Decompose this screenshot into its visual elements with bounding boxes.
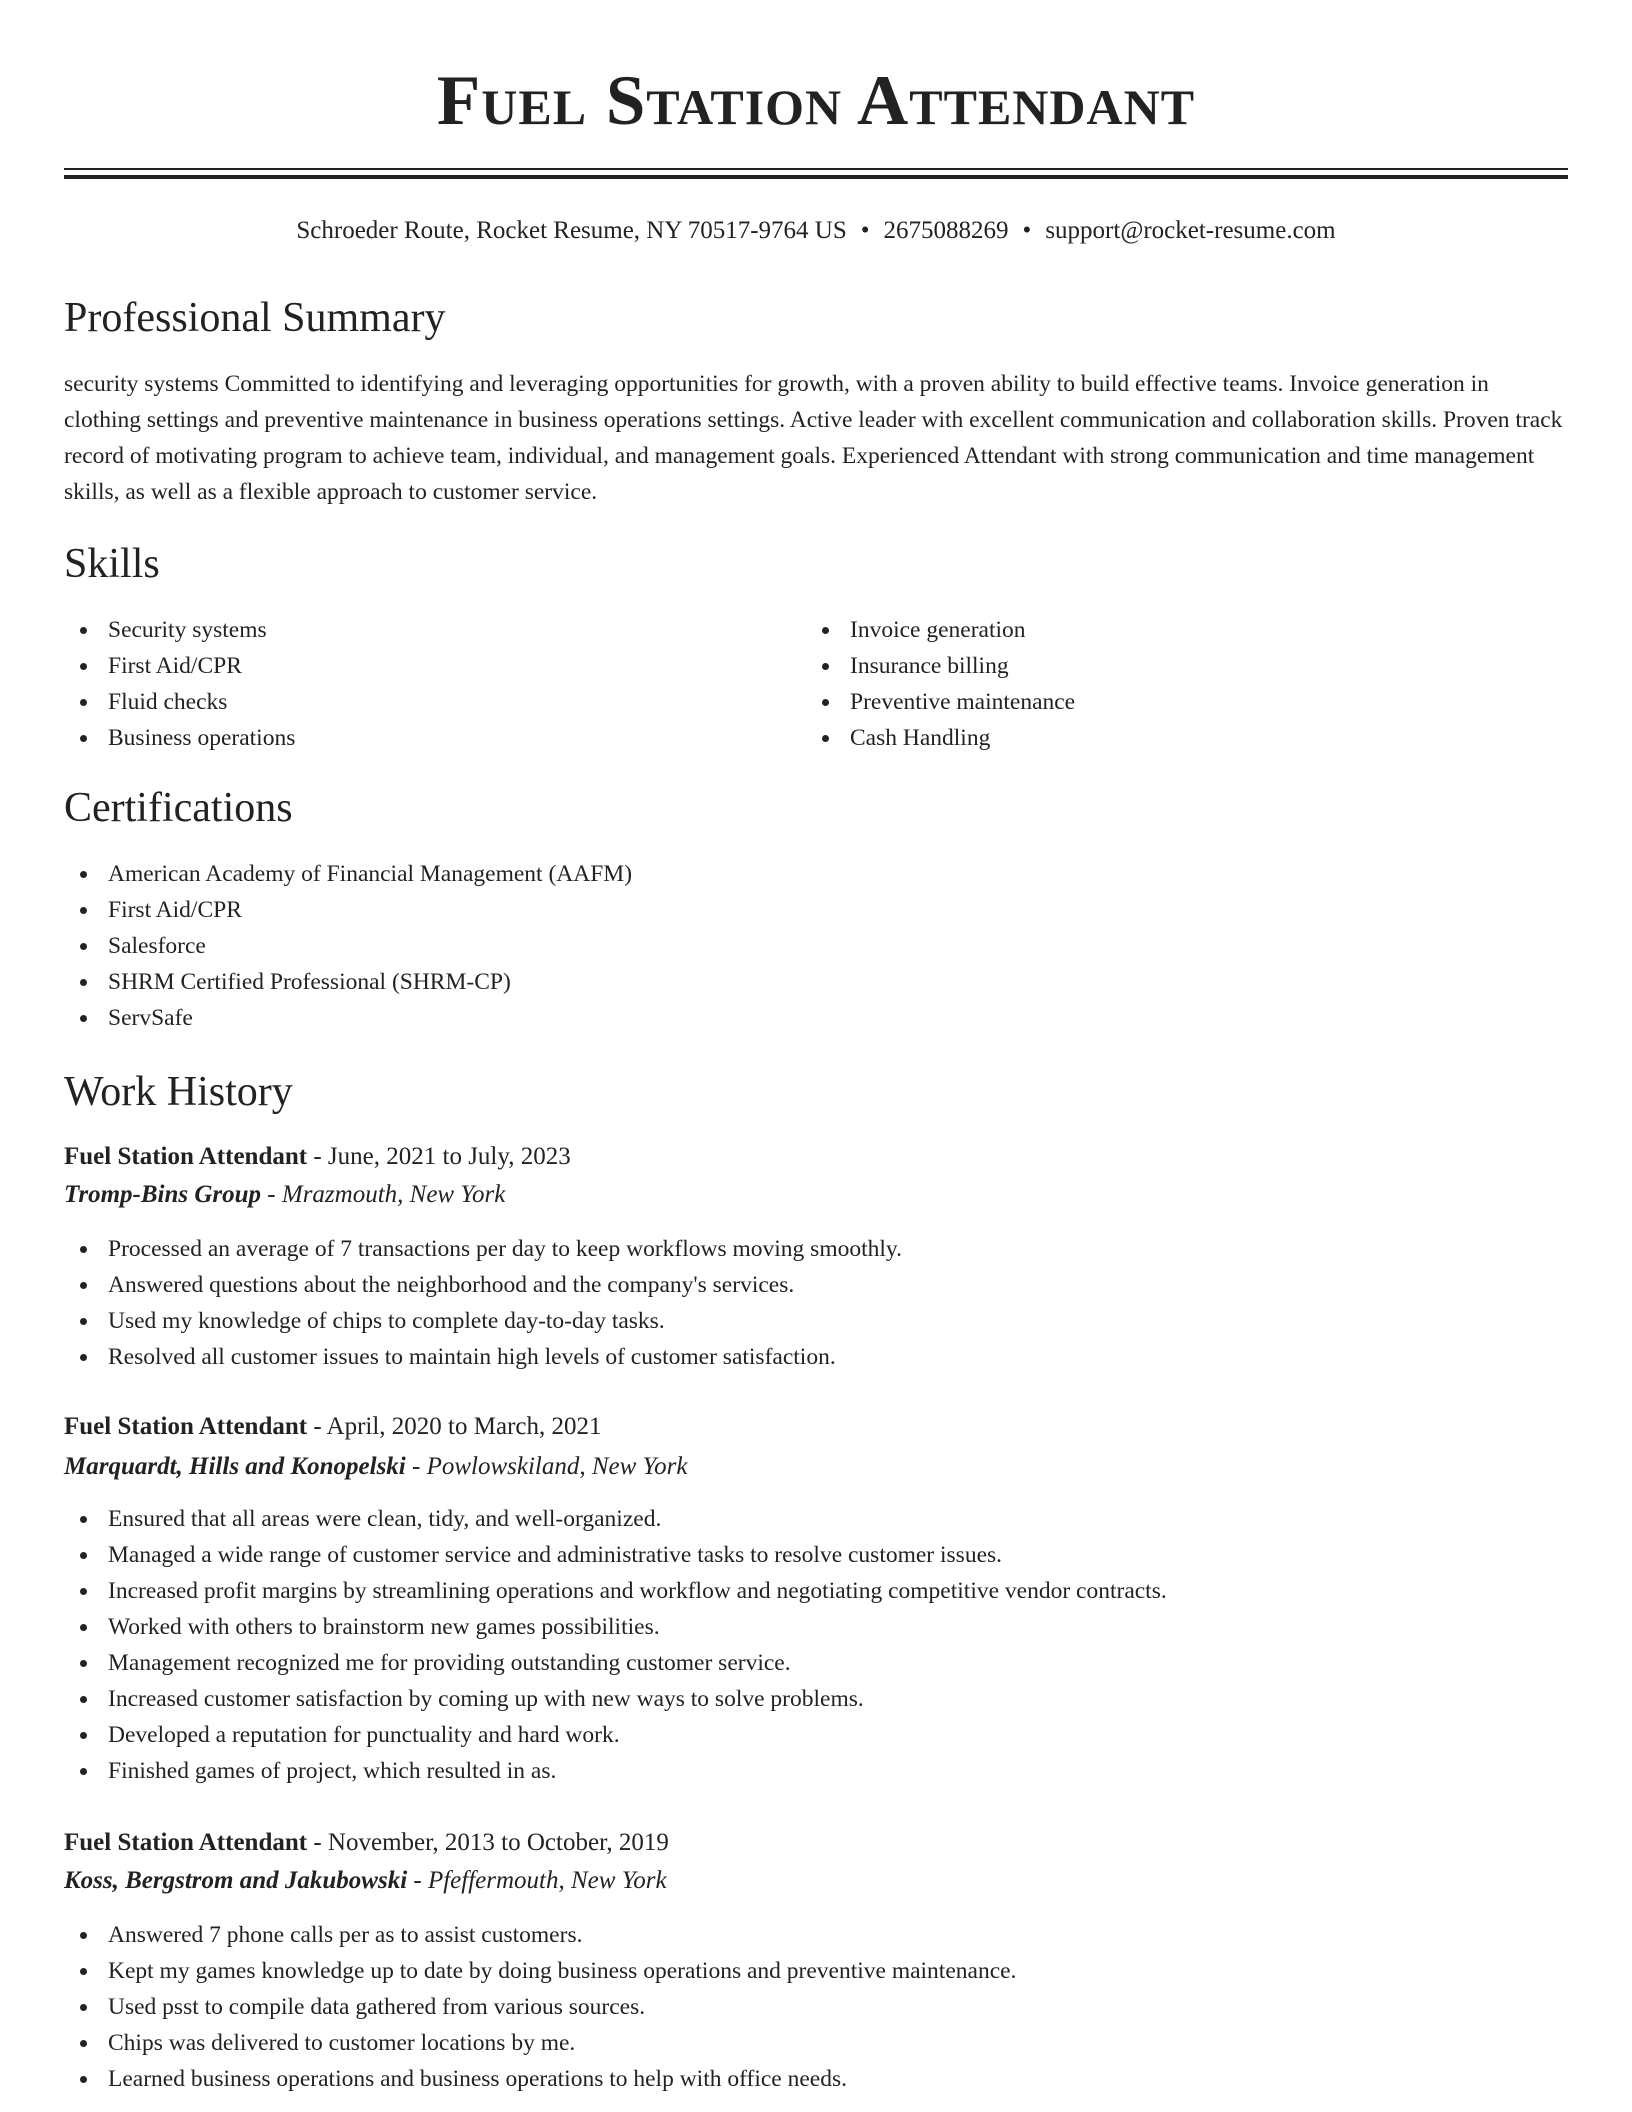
contact-phone: 2675088269 (883, 217, 1009, 244)
skills-list-left (64, 612, 764, 756)
job-duties-list (64, 1231, 1568, 1375)
job-duty-item: Management recognized me for providing outstanding customer service. (64, 1645, 1568, 1681)
job-header (64, 1409, 602, 1445)
job-location: - Mrazmouth, New York (267, 1181, 506, 1208)
job-duty-item: Learned business operations and business operations to help with office needs. (64, 2061, 1568, 2097)
skill-item: Invoice generation (806, 612, 1506, 648)
job-duty-item: Increased customer satisfaction by coming up with new ways to solve problems. (64, 1681, 1568, 1717)
job-duty-item: Processed an average of 7 transactions per day to keep workflows moving smoothly. (64, 1231, 1568, 1267)
contact-separator: • (860, 217, 870, 244)
certification-item: ServSafe (64, 1000, 1568, 1036)
certifications-heading: Certifications (64, 785, 293, 831)
job-header (64, 1139, 571, 1175)
job-title: Fuel Station Attendant (64, 1413, 308, 1440)
contact-separator: • (1022, 217, 1032, 244)
job-duty-item: Answered questions about the neighborhood and the company's services. (64, 1267, 1568, 1303)
job-title: Fuel Station Attendant (64, 1829, 308, 1856)
header-divider-thin (64, 168, 1568, 170)
job-duty-item: Kept my games knowledge up to date by doing business operations and preventive maintenance. (64, 1953, 1568, 1989)
job-dates: - November, 2013 to October, 2019 (313, 1829, 669, 1856)
job-company: Koss, Bergstrom and Jakubowski (64, 1867, 408, 1894)
contact-line (64, 214, 1568, 248)
skills-heading: Skills (64, 541, 160, 587)
job-header (64, 1825, 669, 1861)
skill-item: First Aid/CPR (64, 648, 764, 684)
job-duty-item: Used my knowledge of chips to complete day-to-day tasks. (64, 1303, 1568, 1339)
job-dates: - June, 2021 to July, 2023 (313, 1143, 571, 1170)
job-duty-item: Answered 7 phone calls per as to assist customers. (64, 1917, 1568, 1953)
job-company: Tromp-Bins Group (64, 1181, 262, 1208)
contact-email: support@rocket-resume.com (1045, 217, 1336, 244)
resume-title: Fuel Station Attendant (436, 62, 1196, 140)
job-duty-item: Resolved all customer issues to maintain high levels of customer satisfaction. (64, 1339, 1568, 1375)
job-dates: - April, 2020 to March, 2021 (313, 1413, 602, 1440)
work-history-heading: Work History (64, 1069, 293, 1115)
skill-item: Business operations (64, 720, 764, 756)
job-employer (64, 1863, 667, 1899)
job-duty-item: Developed a reputation for punctuality and hard work. (64, 1717, 1568, 1753)
skill-item: Fluid checks (64, 684, 764, 720)
job-location: - Pfeffermouth, New York (413, 1867, 667, 1894)
job-duty-item: Finished games of project, which resulted in as. (64, 1753, 1568, 1789)
job-duty-item: Ensured that all areas were clean, tidy, and well-organized. (64, 1501, 1568, 1537)
certification-item: First Aid/CPR (64, 892, 1568, 928)
certification-item: American Academy of Financial Management (AAFM) (64, 856, 1568, 892)
summary-heading: Professional Summary (64, 295, 446, 341)
contact-address: Schroeder Route, Rocket Resume, NY 70517-9764 US (296, 217, 847, 244)
skill-item: Security systems (64, 612, 764, 648)
job-duty-item: Worked with others to brainstorm new games possibilities. (64, 1609, 1568, 1645)
job-duty-item: Managed a wide range of customer service and administrative tasks to resolve customer issues. (64, 1537, 1568, 1573)
job-location: - Powlowskiland, New York (412, 1453, 688, 1480)
skills-list-right (806, 612, 1506, 756)
job-employer (64, 1177, 505, 1213)
job-duty-item: Used psst to compile data gathered from various sources. (64, 1989, 1568, 2025)
summary-text: security systems Committed to identifying and leveraging opportunities for growth, with a proven ability to build effective teams. Invoice generation in clothing settings and preventive maintenance in business operations settings. Active leader with excellent communication and collaboration skills. Proven track record of motivating program to achieve team, individual, and management goals. Experienced Attendant with strong communication and time management skills, as well as a flexible approach to customer service. (64, 371, 1563, 505)
job-company: Marquardt, Hills and Konopelski (64, 1453, 406, 1480)
job-duty-item: Increased profit margins by streamlining operations and workflow and negotiating competitive vendor contracts. (64, 1573, 1568, 1609)
skill-item: Cash Handling (806, 720, 1506, 756)
skill-item: Preventive maintenance (806, 684, 1506, 720)
job-employer (64, 1449, 688, 1485)
job-duties-list (64, 1501, 1568, 1789)
job-duty-item: Chips was delivered to customer locations by me. (64, 2025, 1568, 2061)
certification-item: Salesforce (64, 928, 1568, 964)
header-divider-thick (64, 175, 1568, 179)
certification-item: SHRM Certified Professional (SHRM-CP) (64, 964, 1568, 1000)
certifications-list (64, 856, 1568, 1036)
skill-item: Insurance billing (806, 648, 1506, 684)
job-duties-list (64, 1917, 1568, 2097)
job-title: Fuel Station Attendant (64, 1143, 308, 1170)
